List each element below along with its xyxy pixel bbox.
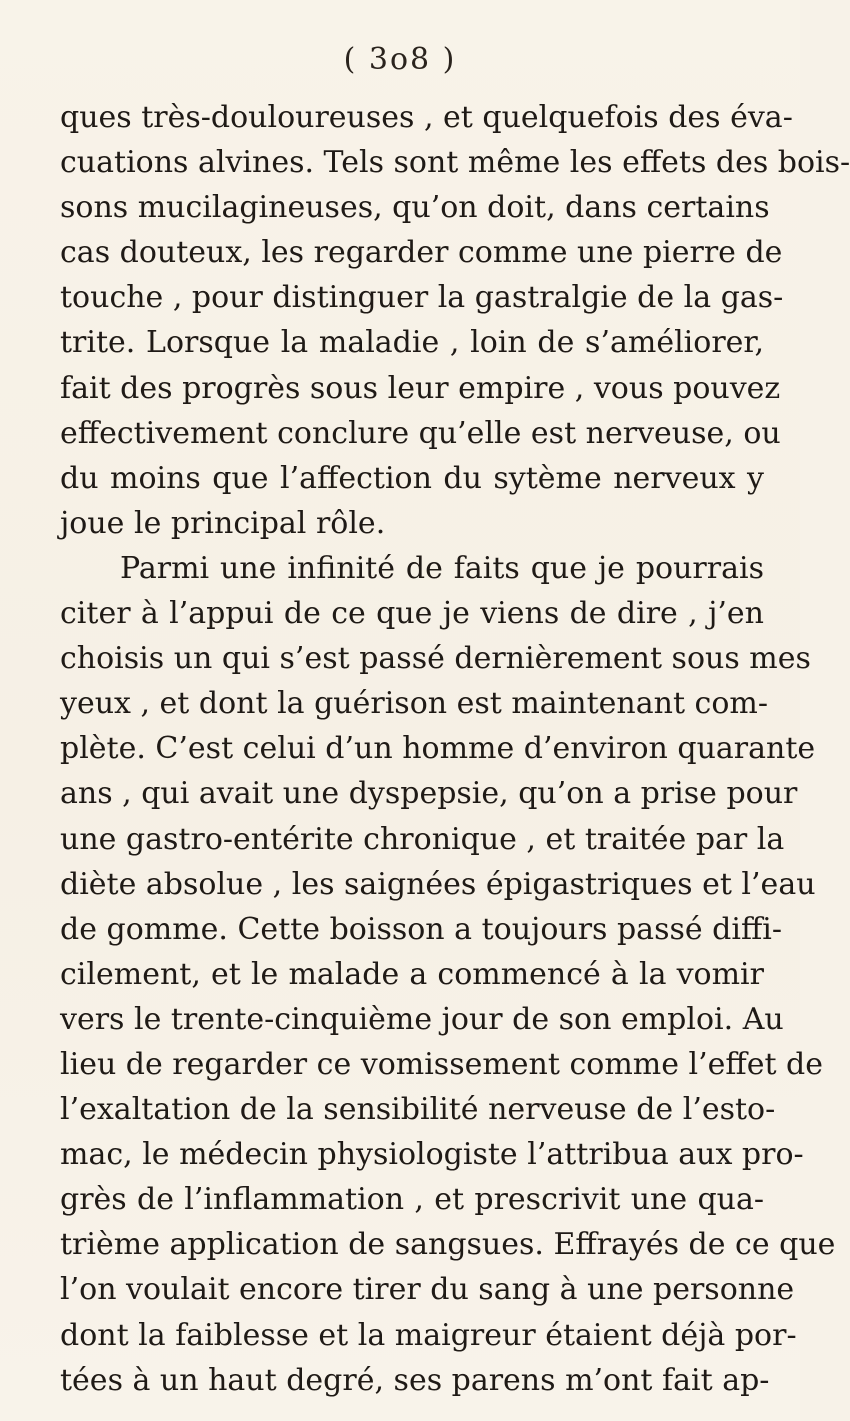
text-line: touche , pour distinguer la gastralgie de la gas- (60, 280, 784, 316)
text-line: citer à l’appui de ce que je viens de dire , j’en (60, 596, 764, 632)
text-line: plète. C’est celui d’un homme d’environ quarante (60, 731, 816, 767)
page-number: ( 3o8 ) (343, 42, 457, 77)
body-text (60, 95, 850, 1403)
text-line: de gomme. Cette boisson a toujours passé diffi- (60, 911, 782, 947)
text-line: yeux , et dont la guérison est maintenant com- (60, 686, 768, 722)
text-line: trite. Lorsque la maladie , loin de s’améliorer, (60, 325, 764, 361)
paragraph-end-line: joue le principal rôle. (60, 505, 386, 541)
text-line: fait des progrès sous leur empire , vous pouvez (60, 370, 781, 406)
text-line: une gastro-entérite chronique , et traitée par la (60, 821, 785, 857)
text-line: cilement, et le malade a commencé à la vomir (60, 956, 764, 992)
text-line: grès de l’inflammation , et prescrivit une qua- (60, 1182, 764, 1218)
text-line: cuations alvines. Tels sont même les effets des bois- (60, 145, 850, 181)
text-line: choisis un qui s’est passé dernièrement sous mes (60, 641, 811, 677)
text-line: lieu de regarder ce vomissement comme l’effet de (60, 1046, 824, 1082)
text-line: trième application de sangsues. Effrayés de ce que (60, 1227, 836, 1263)
text-line: mac, le médecin physiologiste l’attribua aux pro- (60, 1137, 804, 1173)
text-line: sons mucilagineuses, qu’on doit, dans certains (60, 190, 770, 226)
text-line: du moins que l’affection du sytème nerveux y (60, 460, 764, 496)
text-line: l’on voulait encore tirer du sang à une personne (60, 1272, 795, 1308)
text-line: tées à un haut degré, ses parens m’ont fait ap- (60, 1362, 770, 1398)
text-line: cas douteux, les regarder comme une pierre de (60, 235, 783, 271)
text-line: vers le trente-cinquième jour de son emploi. Au (60, 1001, 784, 1037)
text-line: effectivement conclure qu’elle est nerveuse, ou (60, 415, 781, 451)
text-line: ans , qui avait une dyspepsie, qu’on a prise pour (60, 776, 798, 812)
text-line: diète absolue , les saignées épigastriques et l’eau (60, 866, 816, 902)
text-line: l’exaltation de la sensibilité nerveuse de l’esto- (60, 1092, 776, 1128)
text-line: ques très-douloureuses , et quelquefois des éva- (60, 100, 793, 135)
text-line: dont la faiblesse et la maigreur étaient déjà por- (60, 1317, 797, 1353)
paragraph-start-line: Parmi une infinité de faits que je pourrais (120, 550, 764, 586)
